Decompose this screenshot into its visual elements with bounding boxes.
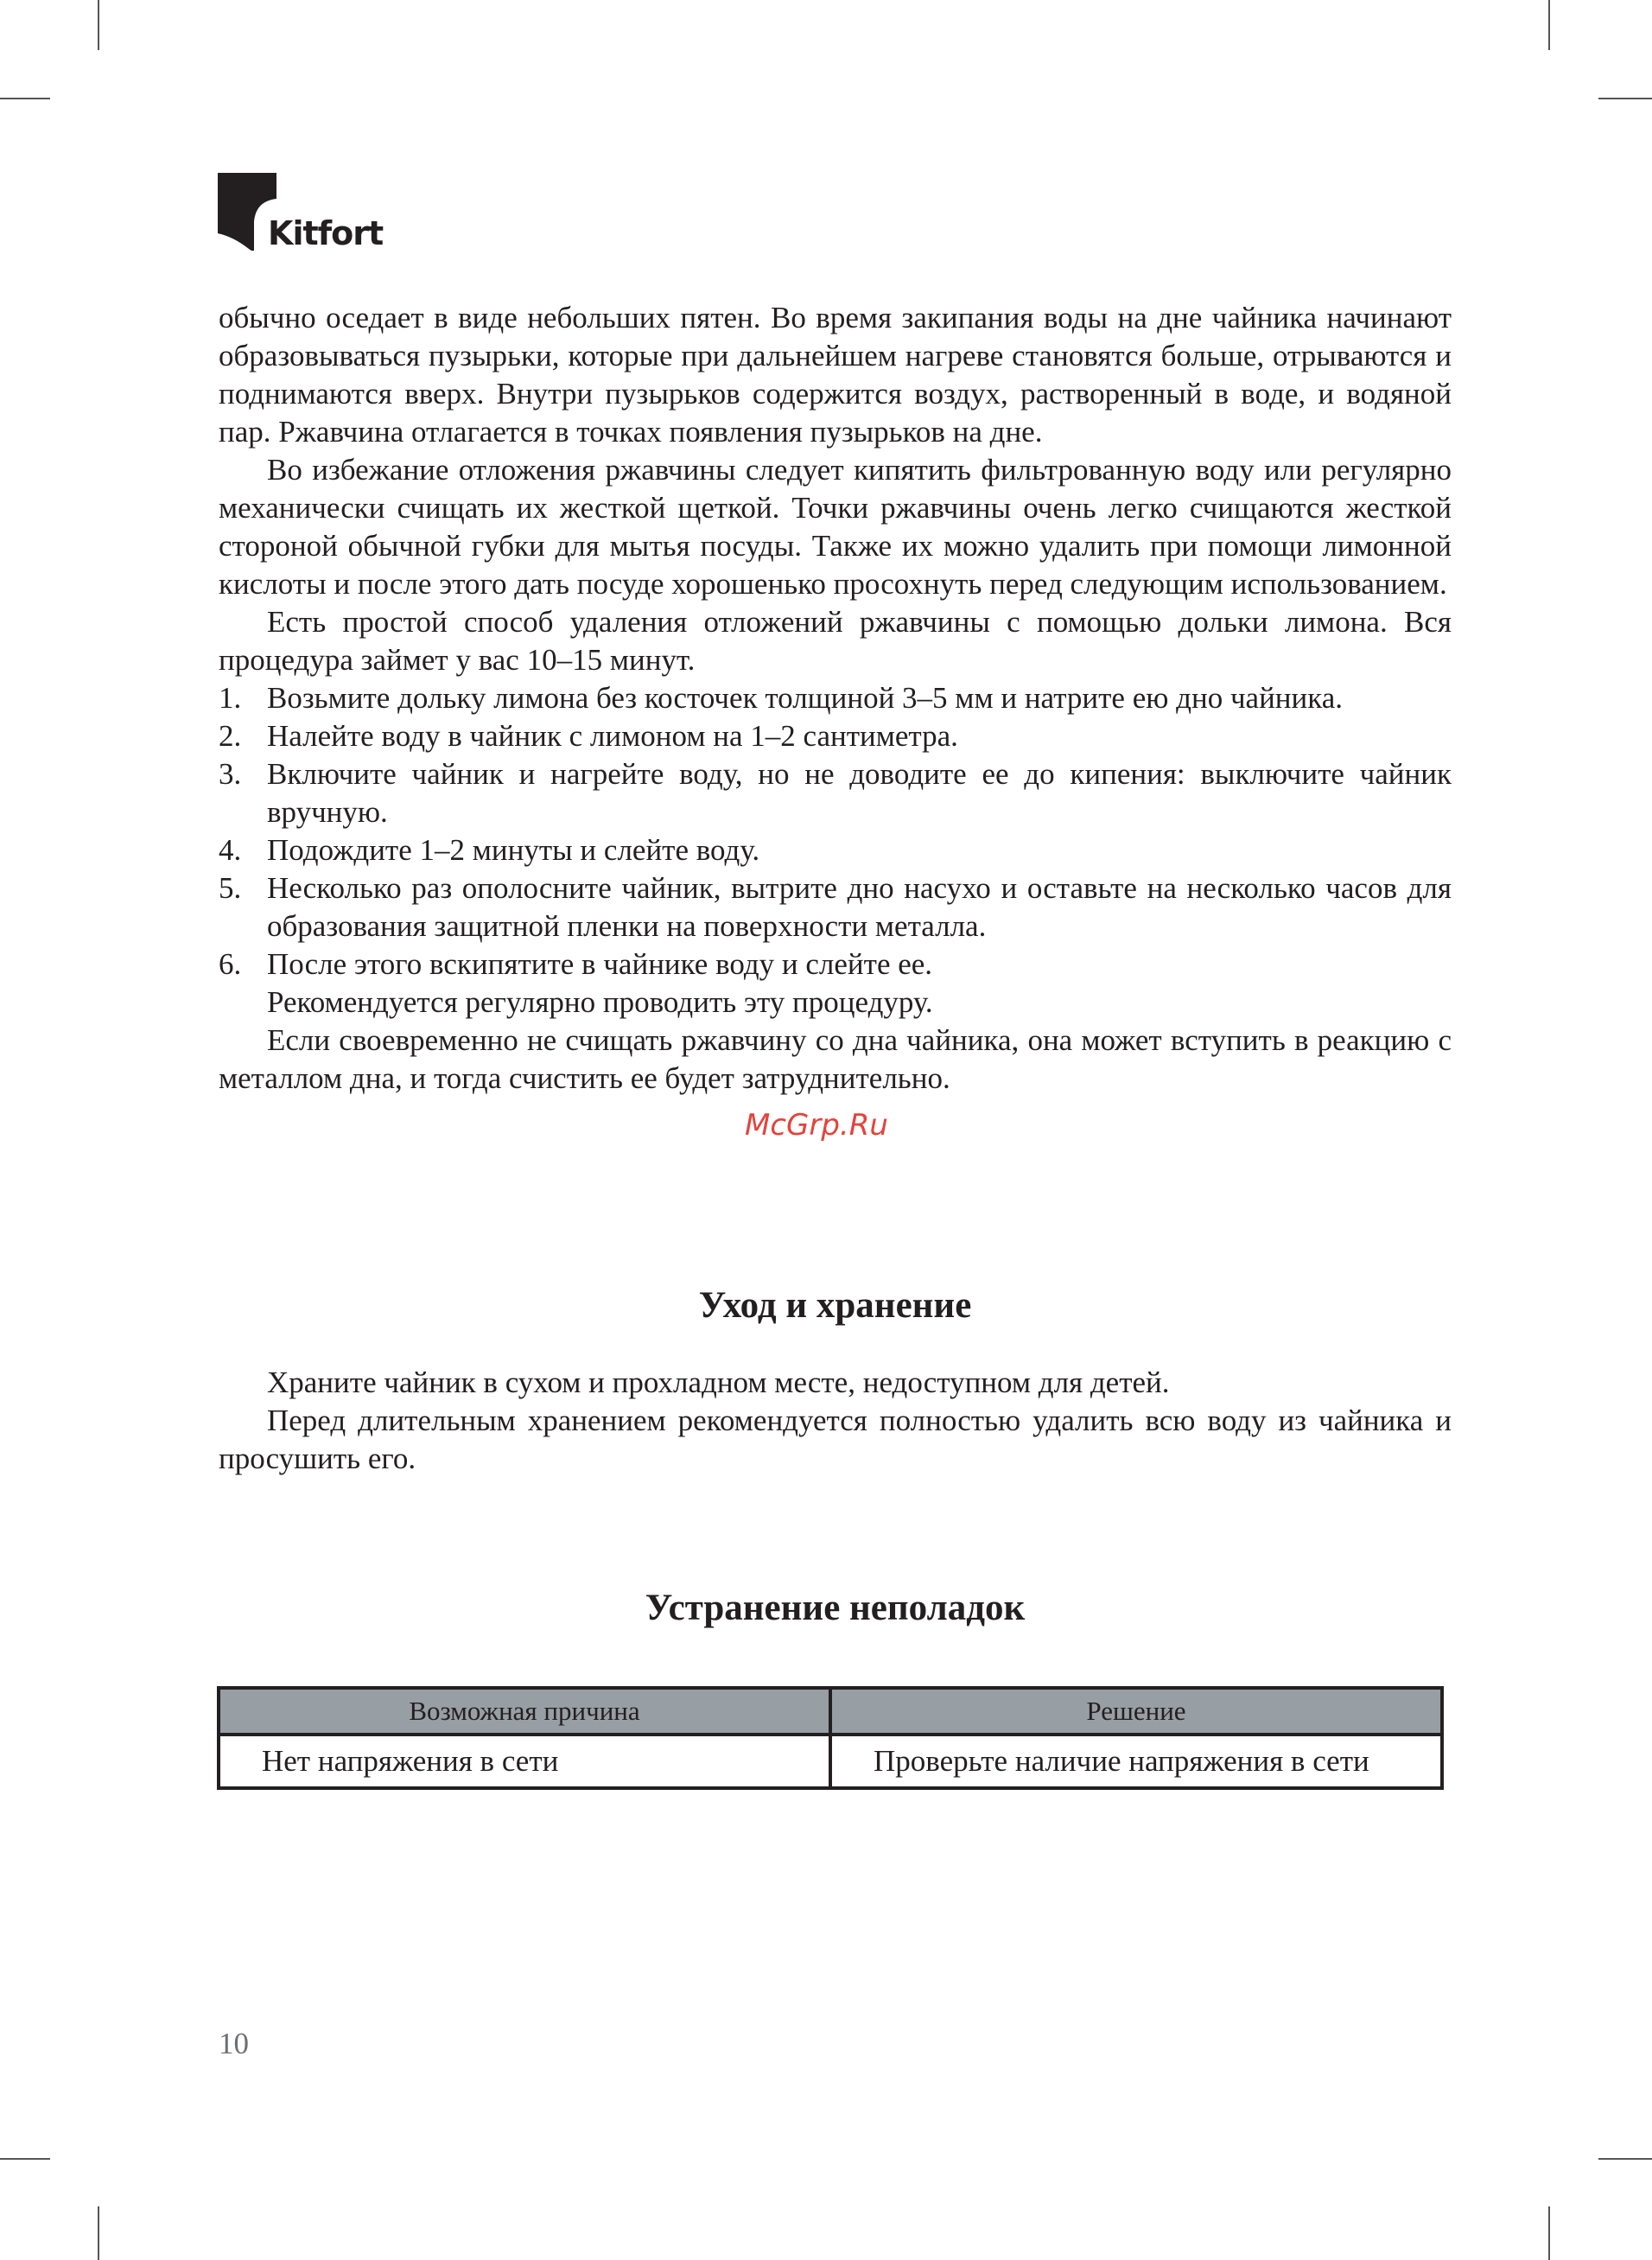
list-item (219, 831, 1452, 869)
step-number: 3. (219, 757, 242, 791)
list-item (219, 755, 1452, 831)
crop-mark (98, 2206, 99, 2260)
column-header-cause: Возможная причина (219, 1688, 830, 1735)
list-item (219, 679, 1452, 717)
step-text: Подождите 1–2 минуты и слейте воду. (267, 833, 760, 867)
paragraph: Есть простой способ удаления отложений ржавчины с помощью дольки лимона. Вся процедура займет у вас 10–15 минут. (219, 605, 1452, 677)
brand-name: Kitfort (268, 214, 384, 252)
brand-logo (218, 173, 391, 259)
watermark: McGrp.Ru (745, 1108, 888, 1143)
care-text (219, 1364, 1452, 1478)
table-row (219, 1735, 1442, 1788)
step-number: 6. (219, 947, 242, 981)
list-item (219, 869, 1452, 945)
paragraph: Во избежание отложения ржавчины следует кипятить фильтрованную воду или регулярно механически счищать их жесткой щеткой. Точки ржавчины очень легко счищаются жесткой стороной обычной губки для мытья посуды. Также их можно удалить при помощи лимонной кислоты и после этого дать посуде хорошенько просохнуть перед следующим использованием. (219, 453, 1452, 601)
column-header-solution: Решение (830, 1688, 1442, 1735)
list-item (219, 717, 1452, 755)
step-number: 2. (219, 719, 242, 753)
step-text: Включите чайник и нагрейте воду, но не доводите ее до кипения: выключите чайник вручную. (267, 757, 1452, 829)
table-cell: Проверьте наличие напряжения в сети (830, 1735, 1442, 1788)
paragraph: Перед длительным хранением рекомендуется полностью удалить всю воду из чайника и просушить его. (219, 1404, 1452, 1475)
crop-mark (1598, 2158, 1652, 2160)
crop-mark (1598, 98, 1652, 99)
step-text: После этого вскипятите в чайнике воду и слейте ее. (267, 947, 933, 981)
crop-mark (98, 0, 99, 50)
paragraph: Если своевременно не счищать ржавчину со дна чайника, она может вступить в реакцию с металлом дна, и тогда счистить ее будет затруднительно. (219, 1023, 1452, 1095)
table-cell: Нет напряжения в сети (219, 1735, 830, 1788)
step-text: Несколько раз ополосните чайник, вытрите дно насухо и оставьте на несколько часов для образования защитной пленки на поверхности металла. (267, 871, 1452, 943)
crop-mark (1548, 2206, 1550, 2260)
troubleshooting-table (217, 1686, 1444, 1790)
body-text (219, 299, 1452, 1098)
page-number: 10 (219, 2027, 249, 2060)
section-heading-care: Уход и хранение (698, 1285, 972, 1326)
paragraph: обычно оседает в виде небольших пятен. Во время закипания воды на дне чайника начинают образовываться пузырьки, которые при дальнейшем нагреве становятся больше, отрываются и поднимаются вверх. Внутри пузырьков содержится воздух, растворенный в воде, и водяной пар. Ржавчина отлагается в точках появления пузырьков на дне. (219, 301, 1452, 449)
table-header-row (219, 1688, 1442, 1735)
step-text: Возьмите дольку лимона без косточек толщиной 3–5 мм и натрите ею дно чайника. (267, 681, 1344, 715)
crop-mark (0, 98, 50, 99)
section-heading-troubleshooting: Устранение неполадок (645, 1588, 1026, 1628)
paragraph: Храните чайник в сухом и прохладном месте, недоступном для детей. (267, 1366, 1170, 1399)
step-number: 1. (219, 681, 242, 715)
list-item (219, 945, 1452, 984)
steps-list (219, 679, 1452, 984)
step-number: 5. (219, 871, 242, 905)
crop-mark (1548, 0, 1550, 50)
paragraph: Рекомендуется регулярно проводить эту процедуру. (267, 985, 933, 1019)
step-text: Налейте воду в чайник с лимоном на 1–2 сантиметра. (267, 719, 958, 753)
step-number: 4. (219, 833, 242, 867)
crop-mark (0, 2158, 50, 2160)
